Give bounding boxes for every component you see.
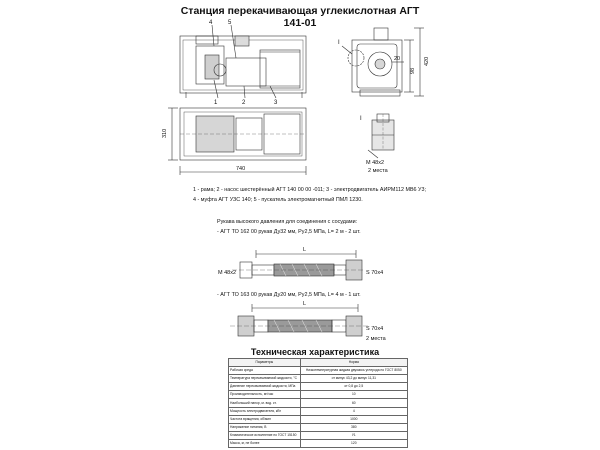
table-row <box>229 407 408 415</box>
spec-value: 4 <box>300 407 407 415</box>
station-side-view <box>342 28 424 96</box>
spec-title: Техническая характеристика <box>250 347 380 357</box>
table-row <box>229 375 408 383</box>
dim-height: 420 <box>424 56 430 66</box>
legend-line-2: 4 - муфта АГТ УЗС 140; 5 - пускатель электромагнитный ПМЛ 1230. <box>193 197 363 203</box>
detail-i-label: I <box>360 116 362 122</box>
callout-1: 1 <box>214 100 218 106</box>
hose-1-thread: М 48х2 <box>218 270 237 276</box>
spec-value: 60 <box>300 399 407 407</box>
spec-param: Наибольший напор, м. вод. ст. <box>229 399 301 407</box>
spec-value: Низкотемпературная жидкая двуокись углерода по ГОСТ 8050 <box>300 367 407 375</box>
hose-1-description: - АГТ ТО 162 00 рукав Ду32 мм, Ру2,5 МПа, L= 2 м - 2 шт. <box>217 229 361 235</box>
callout-4: 4 <box>209 20 213 26</box>
hose-2-places: 2 места <box>366 336 386 342</box>
dim-places: 2 места <box>368 168 388 174</box>
table-row <box>229 415 408 423</box>
table-row <box>229 399 408 407</box>
dim-thread: М 48х2 <box>366 160 385 166</box>
spec-param: Частота вращения, об/мин <box>229 415 301 423</box>
spec-param: Климатическое исполнение по ГОСТ 15150 <box>229 431 301 439</box>
spec-value: 380 <box>300 423 407 431</box>
hose-1-nut: S 70х4 <box>366 270 384 276</box>
station-plan-view <box>168 108 306 175</box>
hoses-intro: Рукава высокого давления для соединения с сосудами: <box>217 219 358 225</box>
table-row <box>229 439 408 447</box>
spec-table <box>228 358 408 448</box>
hose-2-description: - АГТ ТО 163 00 рукав Ду20 мм, Ру2,5 МПа, L= 4 м - 1 шт. <box>217 292 361 298</box>
hose-1-drawing <box>232 250 364 280</box>
spec-param: Производительность, м³/час <box>229 391 301 399</box>
table-row <box>229 383 408 391</box>
detail-fitting <box>368 114 394 158</box>
spec-value: У1 <box>300 431 407 439</box>
spec-param: Масса, кг, не более <box>229 439 301 447</box>
table-row <box>229 423 408 431</box>
table-row <box>229 391 408 399</box>
station-front-view <box>180 25 306 98</box>
dim-width: 310 <box>162 128 168 138</box>
spec-param: Напряжение питания, В <box>229 423 301 431</box>
spec-header-row <box>229 359 408 367</box>
spec-param: Мощность электродвигателя, кВт <box>229 407 301 415</box>
drawing-title: Станция перекачивающая углекислотная АГТ 141-01 <box>180 5 420 29</box>
spec-value: 10 <box>300 391 407 399</box>
spec-value: 120 <box>300 439 407 447</box>
table-row <box>229 431 408 439</box>
callout-detail-i: I <box>338 40 340 46</box>
callout-5: 5 <box>228 20 232 26</box>
dim-side-a: 98 <box>410 67 416 74</box>
hose-2-drawing <box>230 304 370 336</box>
legend-line-1: 1 - рама; 2 - насос шестерённый АГТ 140 00 00 -011; 3 - электродвигатель АИРМ112 МВ6 У3; <box>193 187 426 193</box>
spec-value: от 0,8 до 2,5 <box>300 383 407 391</box>
spec-param: Рабочая среда <box>229 367 301 375</box>
hose-2-nut: S 70х4 <box>366 326 384 332</box>
dim-length: 740 <box>236 166 246 172</box>
spec-param: Температура перекачиваемой жидкости, °С <box>229 375 301 383</box>
spec-param: Давление перекачиваемой жидкости, МПа <box>229 383 301 391</box>
spec-value: от минус 43,2 до минус 11,31 <box>300 375 407 383</box>
table-row <box>229 367 408 375</box>
hose-2-length: L <box>303 301 307 307</box>
spec-value: 1000 <box>300 415 407 423</box>
spec-header-value: Норма <box>300 359 407 367</box>
dim-side-b: 20 <box>394 56 401 62</box>
callout-2: 2 <box>242 100 246 106</box>
hose-1-length: L <box>303 247 307 253</box>
spec-header-param: Параметры <box>229 359 301 367</box>
callout-3: 3 <box>274 100 278 106</box>
